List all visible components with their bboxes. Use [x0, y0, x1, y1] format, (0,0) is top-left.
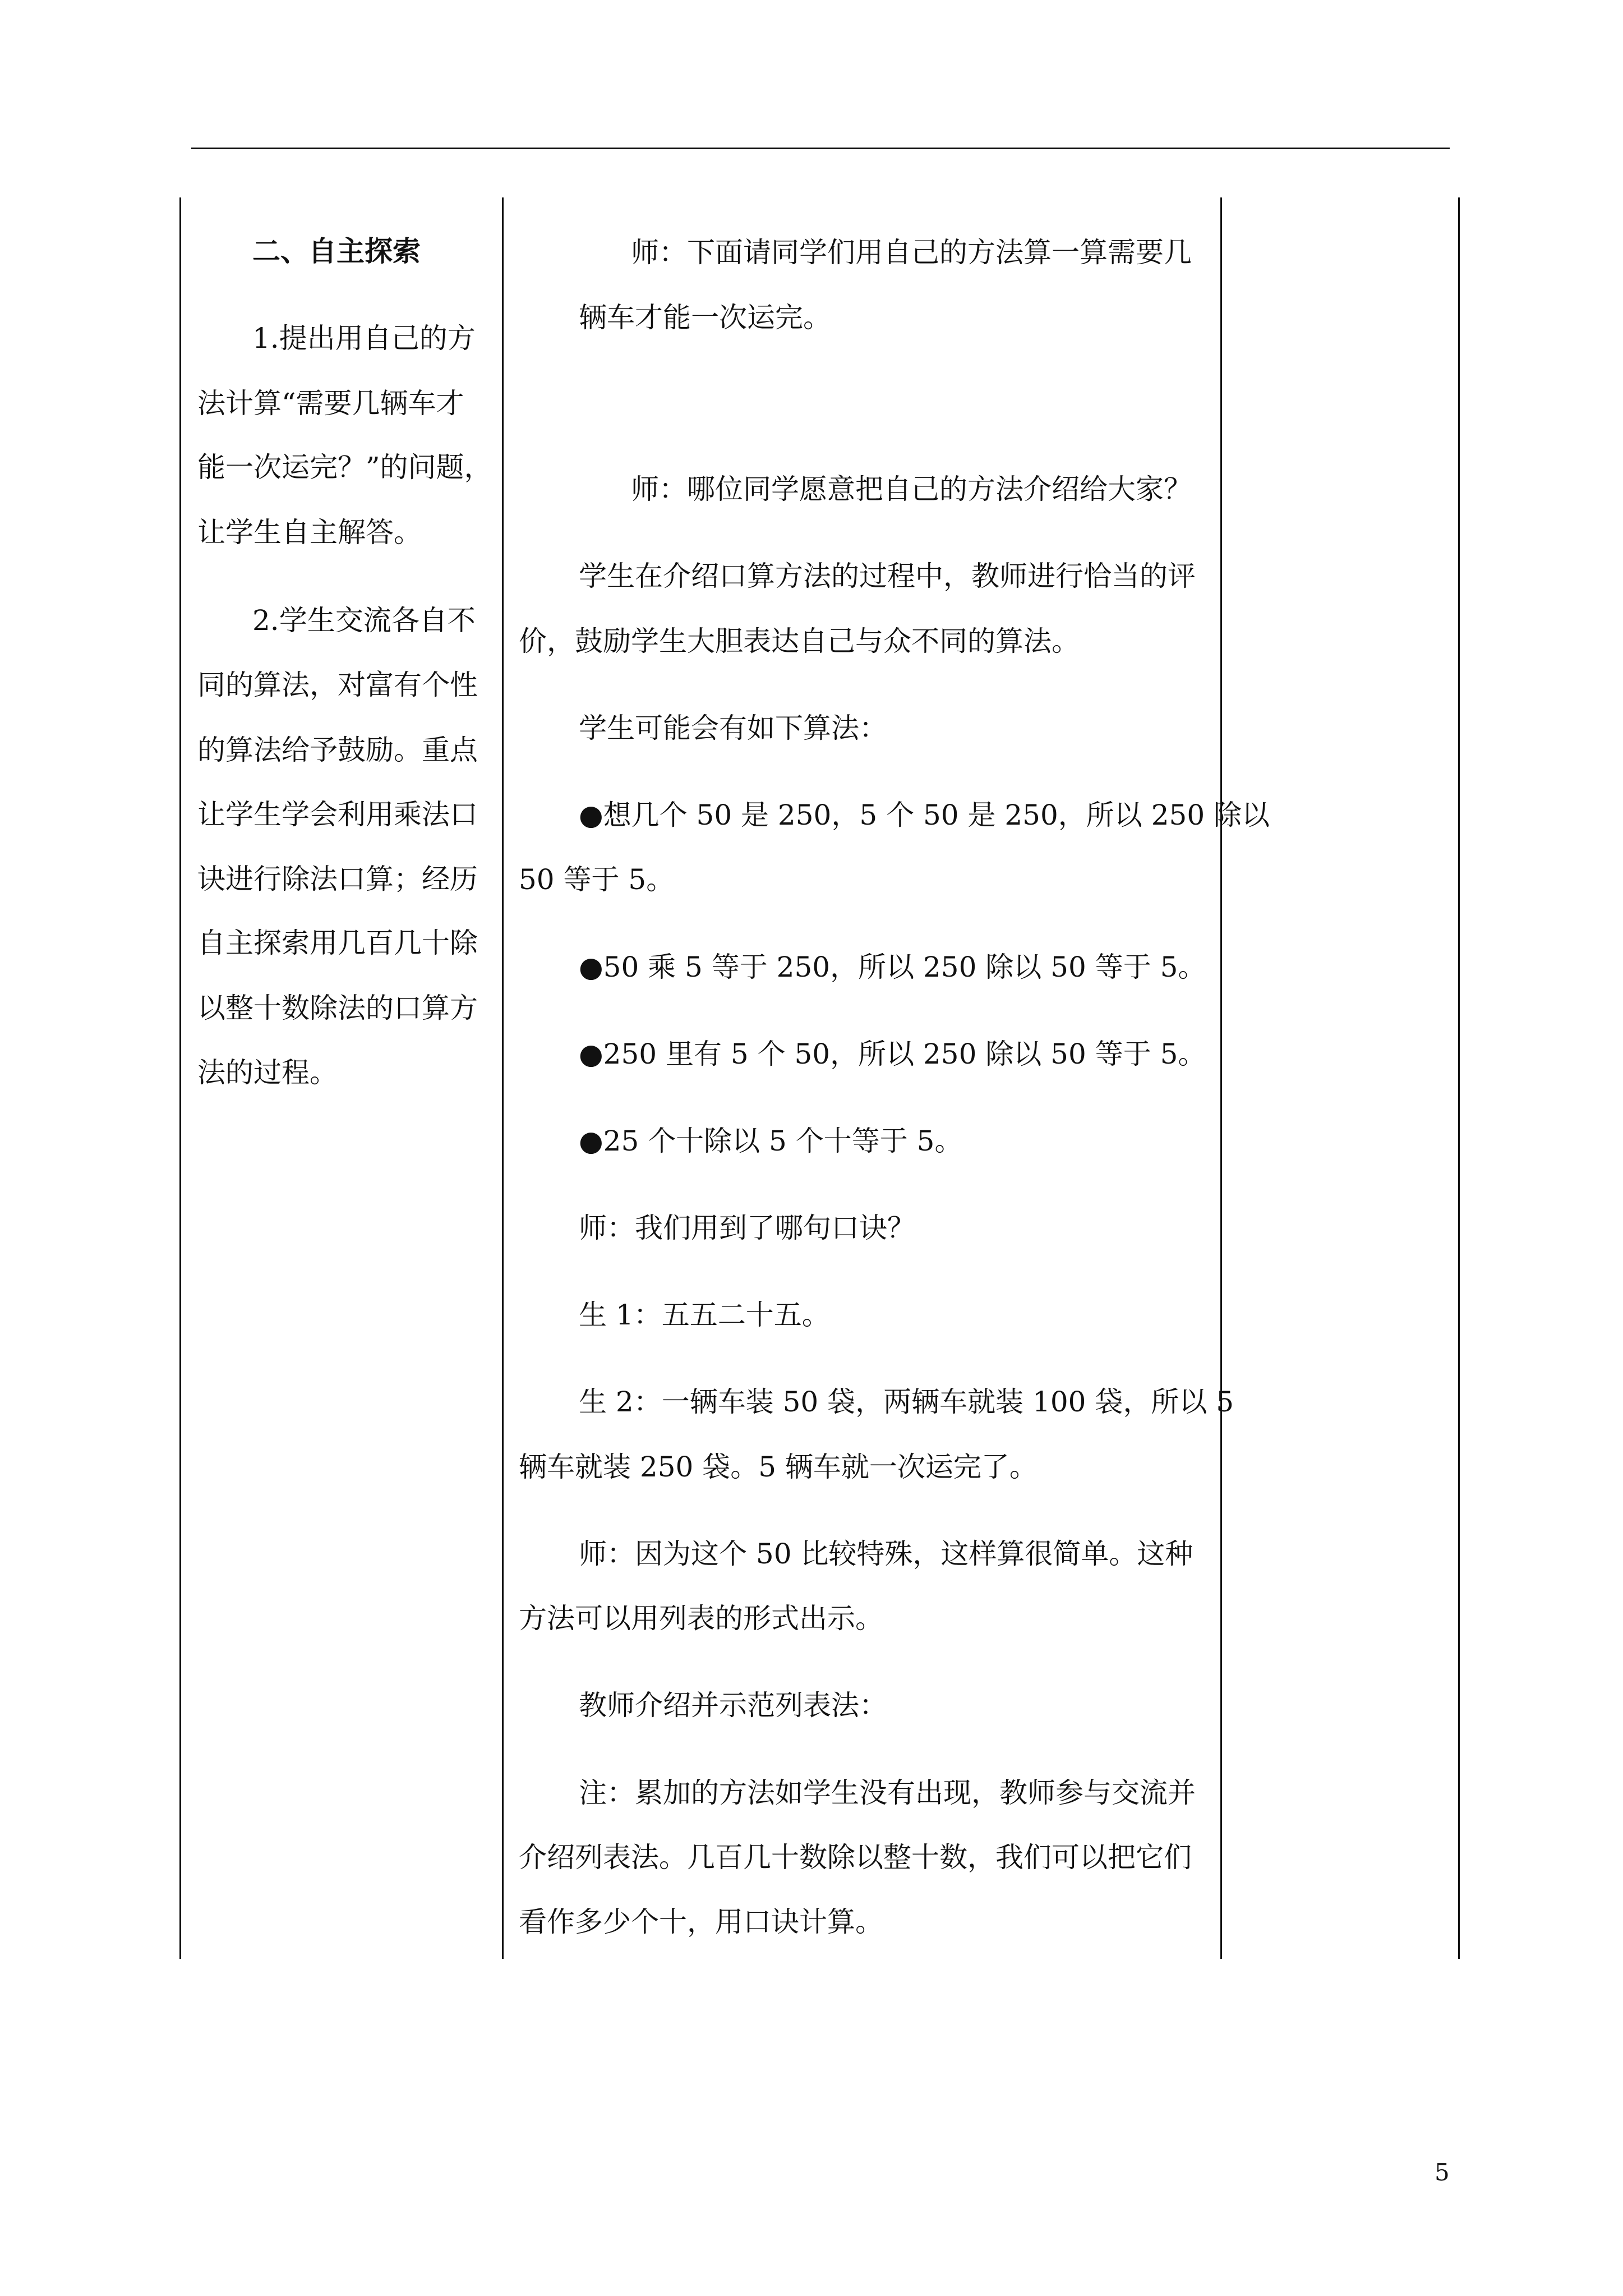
paragraph: ●250 里有 5 个 50，所以 250 除以 50 等于 5。 [579, 1038, 1206, 1070]
right-column [1222, 197, 1458, 1959]
text-line: 让学生学会利用乘法口 [197, 798, 478, 831]
table-border-left [179, 197, 181, 1959]
paragraph: 师：哪位同学愿意把自己的方法介绍给大家？ [631, 473, 1192, 505]
paragraph: ●50 乘 5 等于 250，所以 250 除以 50 等于 5。 [579, 951, 1206, 983]
text-line: 方法可以用列表的形式出示。 [519, 1602, 883, 1635]
text-line: 法的过程。 [197, 1056, 338, 1089]
text-line: 辆车就装 250 袋。5 辆车就一次运完了。 [519, 1451, 1038, 1483]
text-line: 同的算法，对富有个性 [197, 669, 478, 701]
text-line: 1.提出用自己的方 [252, 322, 476, 355]
text-line: 法计算“需要几辆车才 [197, 387, 464, 420]
text-line: 50 等于 5。 [519, 863, 675, 896]
section-heading: 二、自主探索 [252, 234, 421, 268]
text-line: 辆车才能一次运完。 [579, 301, 831, 334]
text-line: 能一次运完？”的问题， [197, 451, 492, 484]
table-border-right [1458, 197, 1460, 1959]
text-line: 的算法给予鼓励。重点 [197, 734, 478, 766]
text-line: 价，鼓励学生大胆表达自己与众不同的算法。 [519, 625, 1080, 657]
text-line: ●想几个 50 是 250，5 个 50 是 250，所以 250 除以 [579, 799, 1270, 831]
text-line: 让学生自主解答。 [197, 516, 422, 549]
text-line: 师：下面请同学们用自己的方法算一算需要几 [631, 236, 1192, 269]
table-border-divider-1 [502, 197, 504, 1959]
paragraph: 生 1：五五二十五。 [579, 1299, 830, 1331]
text-line: 看作多少个十，用口诀计算。 [519, 1906, 883, 1938]
page-number: 5 [1435, 2159, 1450, 2186]
paragraph: 学生可能会有如下算法： [579, 712, 887, 744]
text-line: 生 2：一辆车装 50 袋，两辆车就装 100 袋，所以 5 [579, 1386, 1234, 1418]
paragraph: 教师介绍并示范列表法： [579, 1689, 887, 1722]
text-line: 介绍列表法。几百几十数除以整十数，我们可以把它们 [519, 1841, 1192, 1874]
paragraph: ●25 个十除以 5 个十等于 5。 [579, 1125, 963, 1157]
text-line: 师：因为这个 50 比较特殊，这样算很简单。这种 [579, 1538, 1193, 1570]
paragraph: 师：我们用到了哪句口诀？ [579, 1212, 915, 1244]
text-line: 自主探索用几百几十除 [197, 927, 478, 959]
text-line: 注：累加的方法如学生没有出现，教师参与交流并 [579, 1777, 1196, 1809]
header-rule [191, 148, 1450, 149]
text-line: 以整十数除法的口算方 [197, 992, 478, 1024]
text-line: 诀进行除法口算；经历 [197, 863, 478, 895]
text-line: 2.学生交流各自不 [252, 604, 476, 637]
text-line: 学生在介绍口算方法的过程中，教师进行恰当的评 [579, 560, 1196, 592]
